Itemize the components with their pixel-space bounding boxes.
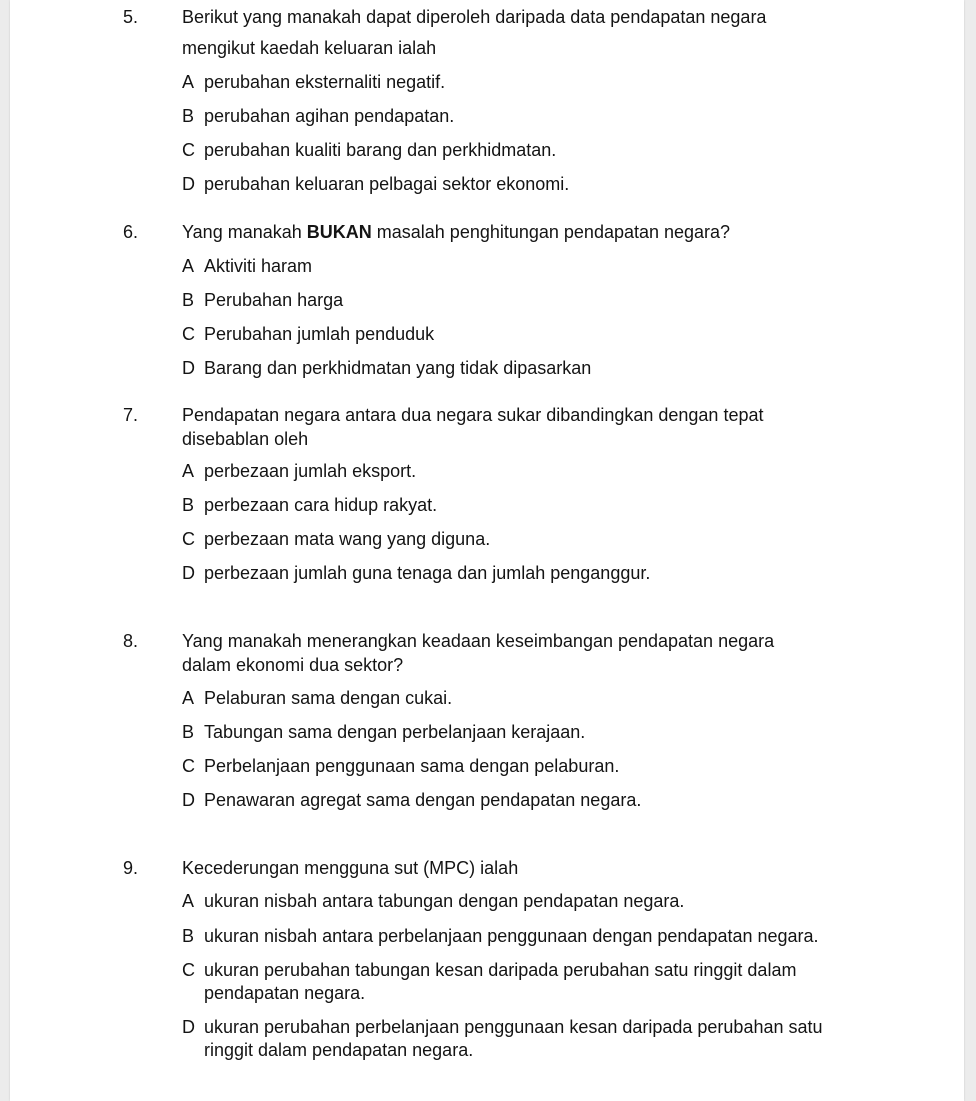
question-text-line: Yang manakah menerangkan keadaan keseimbangan pendapatan negara — [182, 631, 775, 651]
option-letter: C — [182, 529, 195, 549]
option-d[interactable] — [182, 1016, 862, 1062]
question-text-line: dalam ekonomi dua sektor? — [182, 655, 404, 675]
option-text: ukuran perubahan tabungan kesan daripada perubahan satu ringgit dalam pendapatan negara. — [204, 960, 797, 1003]
option-letter: C — [182, 756, 195, 776]
option-c[interactable] — [182, 139, 902, 173]
option-letter: C — [182, 324, 195, 344]
option-text: ukuran nisbah antara tabungan dengan pendapatan negara. — [204, 891, 685, 911]
option-a[interactable] — [182, 687, 902, 721]
option-letter: D — [182, 358, 195, 378]
option-letter: C — [182, 960, 195, 980]
option-text: perbezaan cara hidup rakyat. — [204, 495, 438, 515]
option-letter: A — [182, 256, 195, 276]
option-text: perbezaan mata wang yang diguna. — [204, 529, 491, 549]
document-page — [10, 0, 964, 1101]
option-list — [182, 687, 902, 823]
option-text: Perubahan jumlah penduduk — [204, 324, 435, 344]
option-text: Perbelanjaan penggunaan sama dengan pelaburan. — [204, 756, 620, 776]
option-letter: D — [182, 174, 195, 194]
question-number: 7. — [123, 405, 139, 425]
question-number: 8. — [123, 631, 139, 651]
question-text-line — [182, 221, 832, 252]
option-text: perbezaan jumlah eksport. — [204, 461, 417, 481]
option-list — [182, 890, 862, 1062]
question-text — [182, 6, 832, 68]
option-letter: B — [182, 495, 195, 515]
option-d[interactable] — [182, 357, 902, 391]
option-text: Aktiviti haram — [204, 256, 313, 276]
option-c[interactable] — [182, 528, 902, 562]
option-text: perubahan eksternaliti negatif. — [204, 72, 446, 92]
option-letter: A — [182, 891, 195, 911]
option-c[interactable] — [182, 323, 902, 357]
question-text — [182, 221, 832, 252]
option-list — [182, 71, 902, 207]
option-b[interactable] — [182, 494, 902, 528]
question-text — [182, 857, 832, 888]
option-text: Pelaburan sama dengan cukai. — [204, 688, 453, 708]
option-d[interactable] — [182, 173, 902, 207]
option-letter: A — [182, 461, 195, 481]
option-a[interactable] — [182, 255, 902, 289]
question-text — [182, 404, 832, 452]
option-letter: B — [182, 926, 195, 946]
option-b[interactable] — [182, 925, 862, 948]
option-letter: D — [182, 563, 195, 583]
option-letter: A — [182, 72, 195, 92]
option-d[interactable] — [182, 789, 902, 823]
question-text-part: masalah penghitungan pendapatan negara? — [371, 222, 731, 242]
option-a[interactable] — [182, 71, 902, 105]
option-d[interactable] — [182, 562, 902, 596]
option-text: perubahan kualiti barang dan perkhidmatan. — [204, 140, 557, 160]
option-letter: A — [182, 688, 195, 708]
option-a[interactable] — [182, 460, 902, 494]
option-c[interactable] — [182, 959, 862, 1005]
option-text: perubahan agihan pendapatan. — [204, 106, 455, 126]
question-text — [182, 630, 832, 678]
question-text-line: disebablan oleh — [182, 429, 309, 449]
option-letter: C — [182, 140, 195, 160]
question-text-line: Berikut yang manakah dapat diperoleh daripada data pendapatan negara — [182, 7, 767, 27]
question-number: 9. — [123, 858, 139, 878]
option-text: ukuran perubahan perbelanjaan penggunaan kesan daripada perubahan satu ringgit dalam pendapatan negara. — [204, 1017, 823, 1060]
question-text-emphasis: BUKAN — [306, 222, 372, 242]
question-number: 5. — [123, 7, 139, 27]
option-letter: D — [182, 790, 195, 810]
question-text-line: Kecederungan mengguna sut (MPC) ialah — [182, 858, 519, 878]
option-c[interactable] — [182, 755, 902, 789]
option-letter: B — [182, 722, 195, 742]
option-b[interactable] — [182, 289, 902, 323]
question-number: 6. — [123, 222, 139, 242]
option-list — [182, 460, 902, 596]
option-b[interactable] — [182, 105, 902, 139]
option-text: ukuran nisbah antara perbelanjaan penggunaan dengan pendapatan negara. — [204, 926, 819, 946]
question-text-line: mengikut kaedah keluaran ialah — [182, 38, 437, 58]
option-b[interactable] — [182, 721, 902, 755]
option-letter: D — [182, 1017, 195, 1037]
option-text: Perubahan harga — [204, 290, 344, 310]
option-list — [182, 255, 902, 391]
option-text: Penawaran agregat sama dengan pendapatan negara. — [204, 790, 642, 810]
option-a[interactable] — [182, 890, 862, 925]
question-text-part: Yang manakah — [182, 222, 307, 242]
option-text: perubahan keluaran pelbagai sektor ekonomi. — [204, 174, 570, 194]
option-letter: B — [182, 106, 195, 126]
question-text-line: Pendapatan negara antara dua negara sukar dibandingkan dengan tepat — [182, 405, 764, 425]
option-text: Barang dan perkhidmatan yang tidak dipasarkan — [204, 358, 592, 378]
option-letter: B — [182, 290, 195, 310]
option-text: Tabungan sama dengan perbelanjaan kerajaan. — [204, 722, 586, 742]
option-text: perbezaan jumlah guna tenaga dan jumlah penganggur. — [204, 563, 651, 583]
